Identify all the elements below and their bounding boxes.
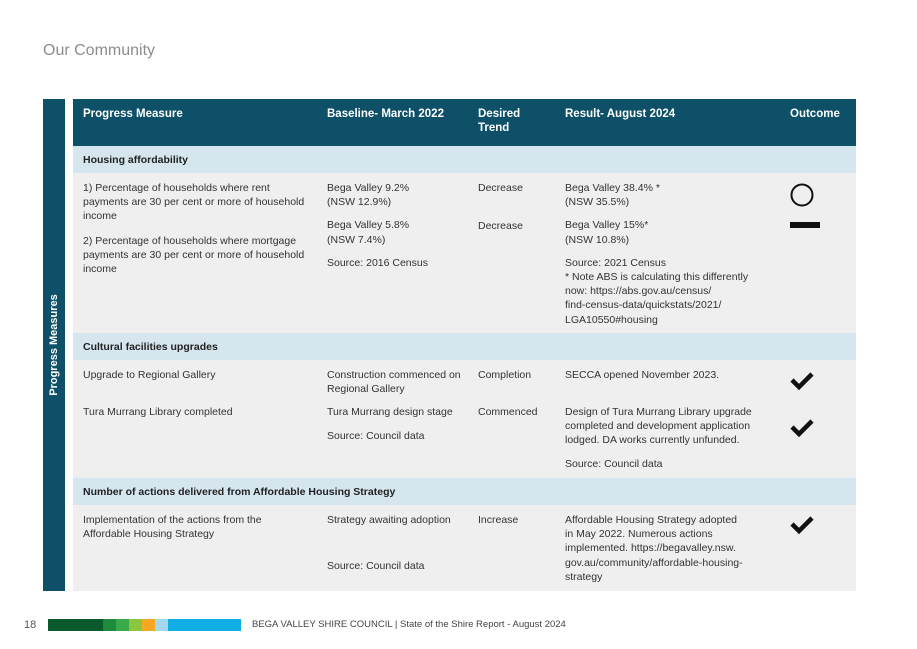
section-title: Number of actions delivered from Affordable Housing Strategy [83, 486, 396, 498]
result-text: gov.au/community/affordable-housing- [565, 556, 743, 569]
result-text: in May 2022. Numerous actions [565, 528, 713, 541]
result-cell [565, 513, 770, 584]
result-text: SECCA opened November 2023. [565, 369, 720, 381]
result-text: Bega Valley 15%* [565, 219, 649, 232]
header-trend-line2: Trend [478, 122, 510, 134]
table-row [73, 505, 856, 591]
measure-text: 2) Percentage of households where mortgage payments are 30 per cent or more of household income [83, 234, 305, 276]
result-note: find-census-data/quickstats/2021/ [565, 299, 722, 312]
baseline-source: Source: Council data [327, 430, 425, 443]
section-title: Housing affordability [83, 154, 188, 166]
page-title: Our Community [43, 42, 156, 59]
header-outcome: Outcome [790, 108, 840, 120]
footer-stripe [155, 619, 168, 631]
trend-cell: Completion [478, 369, 532, 381]
dash-icon [789, 221, 821, 229]
baseline-text: Tura Murrang design stage [327, 406, 453, 418]
footer-stripe [142, 619, 155, 631]
section-header [73, 333, 856, 360]
trend-cell: Increase [478, 514, 519, 526]
section-header [73, 146, 856, 173]
baseline-text: Bega Valley 9.2% [327, 182, 410, 194]
baseline-text: Construction commenced on Regional Gallery [327, 369, 461, 396]
table-row [73, 360, 856, 478]
header-measure: Progress Measure [83, 108, 183, 120]
table-header [73, 99, 856, 146]
result-text: Bega Valley 38.4% * [565, 182, 660, 194]
measure-text: Implementation of the actions from the Affordable Housing Strategy [83, 514, 262, 541]
result-text: Affordable Housing Strategy adopted [565, 514, 738, 526]
trend-cell: Commenced [478, 406, 538, 418]
trend-cell: Decrease [478, 220, 523, 232]
baseline-text: (NSW 7.4%) [327, 233, 386, 246]
result-note: LGA10550#housing [565, 313, 658, 326]
circle-icon [789, 182, 815, 208]
header-result: Result- August 2024 [565, 108, 676, 120]
measure-cell [83, 181, 308, 276]
footer-stripe [116, 619, 129, 631]
footer-stripe [48, 619, 103, 631]
result-text: (NSW 35.5%) [565, 196, 630, 209]
check-icon [789, 370, 815, 390]
footer-text: BEGA VALLEY SHIRE COUNCIL | State of the Shire Report - August 2024 [252, 619, 566, 630]
baseline-text: (NSW 12.9%) [327, 196, 392, 209]
result-text: implemented. https://begavalley.nsw. [565, 542, 736, 555]
result-text: strategy [565, 570, 603, 583]
side-label: Progress Measures [48, 294, 60, 396]
footer-stripe [103, 619, 116, 631]
footer-stripe [129, 619, 142, 631]
result-text: Design of Tura Murrang Library upgrade completed and development application lodged. DA works currently unfunded. [565, 406, 752, 447]
trend-cell: Decrease [478, 182, 523, 194]
section-header [73, 478, 856, 505]
baseline-text: Bega Valley 5.8% [327, 219, 410, 232]
result-source: Source: Council data [565, 457, 663, 470]
result-note: * Note ABS is calculating this differently now: https://abs.gov.au/census/ [565, 271, 749, 298]
result-cell [565, 181, 770, 327]
result-text: (NSW 10.8%) [565, 233, 630, 246]
result-source: Source: 2021 Census [565, 256, 666, 269]
check-icon [789, 514, 815, 534]
footer-stripe [168, 619, 241, 631]
baseline-source: Source: Council data [327, 560, 425, 572]
measure-text: 1) Percentage of households where rent payments are 30 per cent or more of household income [83, 182, 305, 223]
header-trend-line1: Desired [478, 108, 521, 120]
table-row [73, 173, 856, 333]
result-cell [565, 405, 770, 471]
header-trend [478, 107, 520, 135]
baseline-text: Strategy awaiting adoption [327, 514, 451, 526]
check-icon [789, 417, 815, 437]
baseline-cell [327, 405, 467, 443]
baseline-cell [327, 181, 467, 270]
header-baseline: Baseline- March 2022 [327, 108, 444, 120]
progress-table [73, 99, 856, 591]
section-title: Cultural facilities upgrades [83, 341, 218, 353]
measure-text: Tura Murrang Library completed [83, 406, 233, 418]
baseline-source: Source: 2016 Census [327, 256, 428, 269]
page-number: 18 [24, 619, 37, 631]
measure-text: Upgrade to Regional Gallery [83, 369, 216, 381]
